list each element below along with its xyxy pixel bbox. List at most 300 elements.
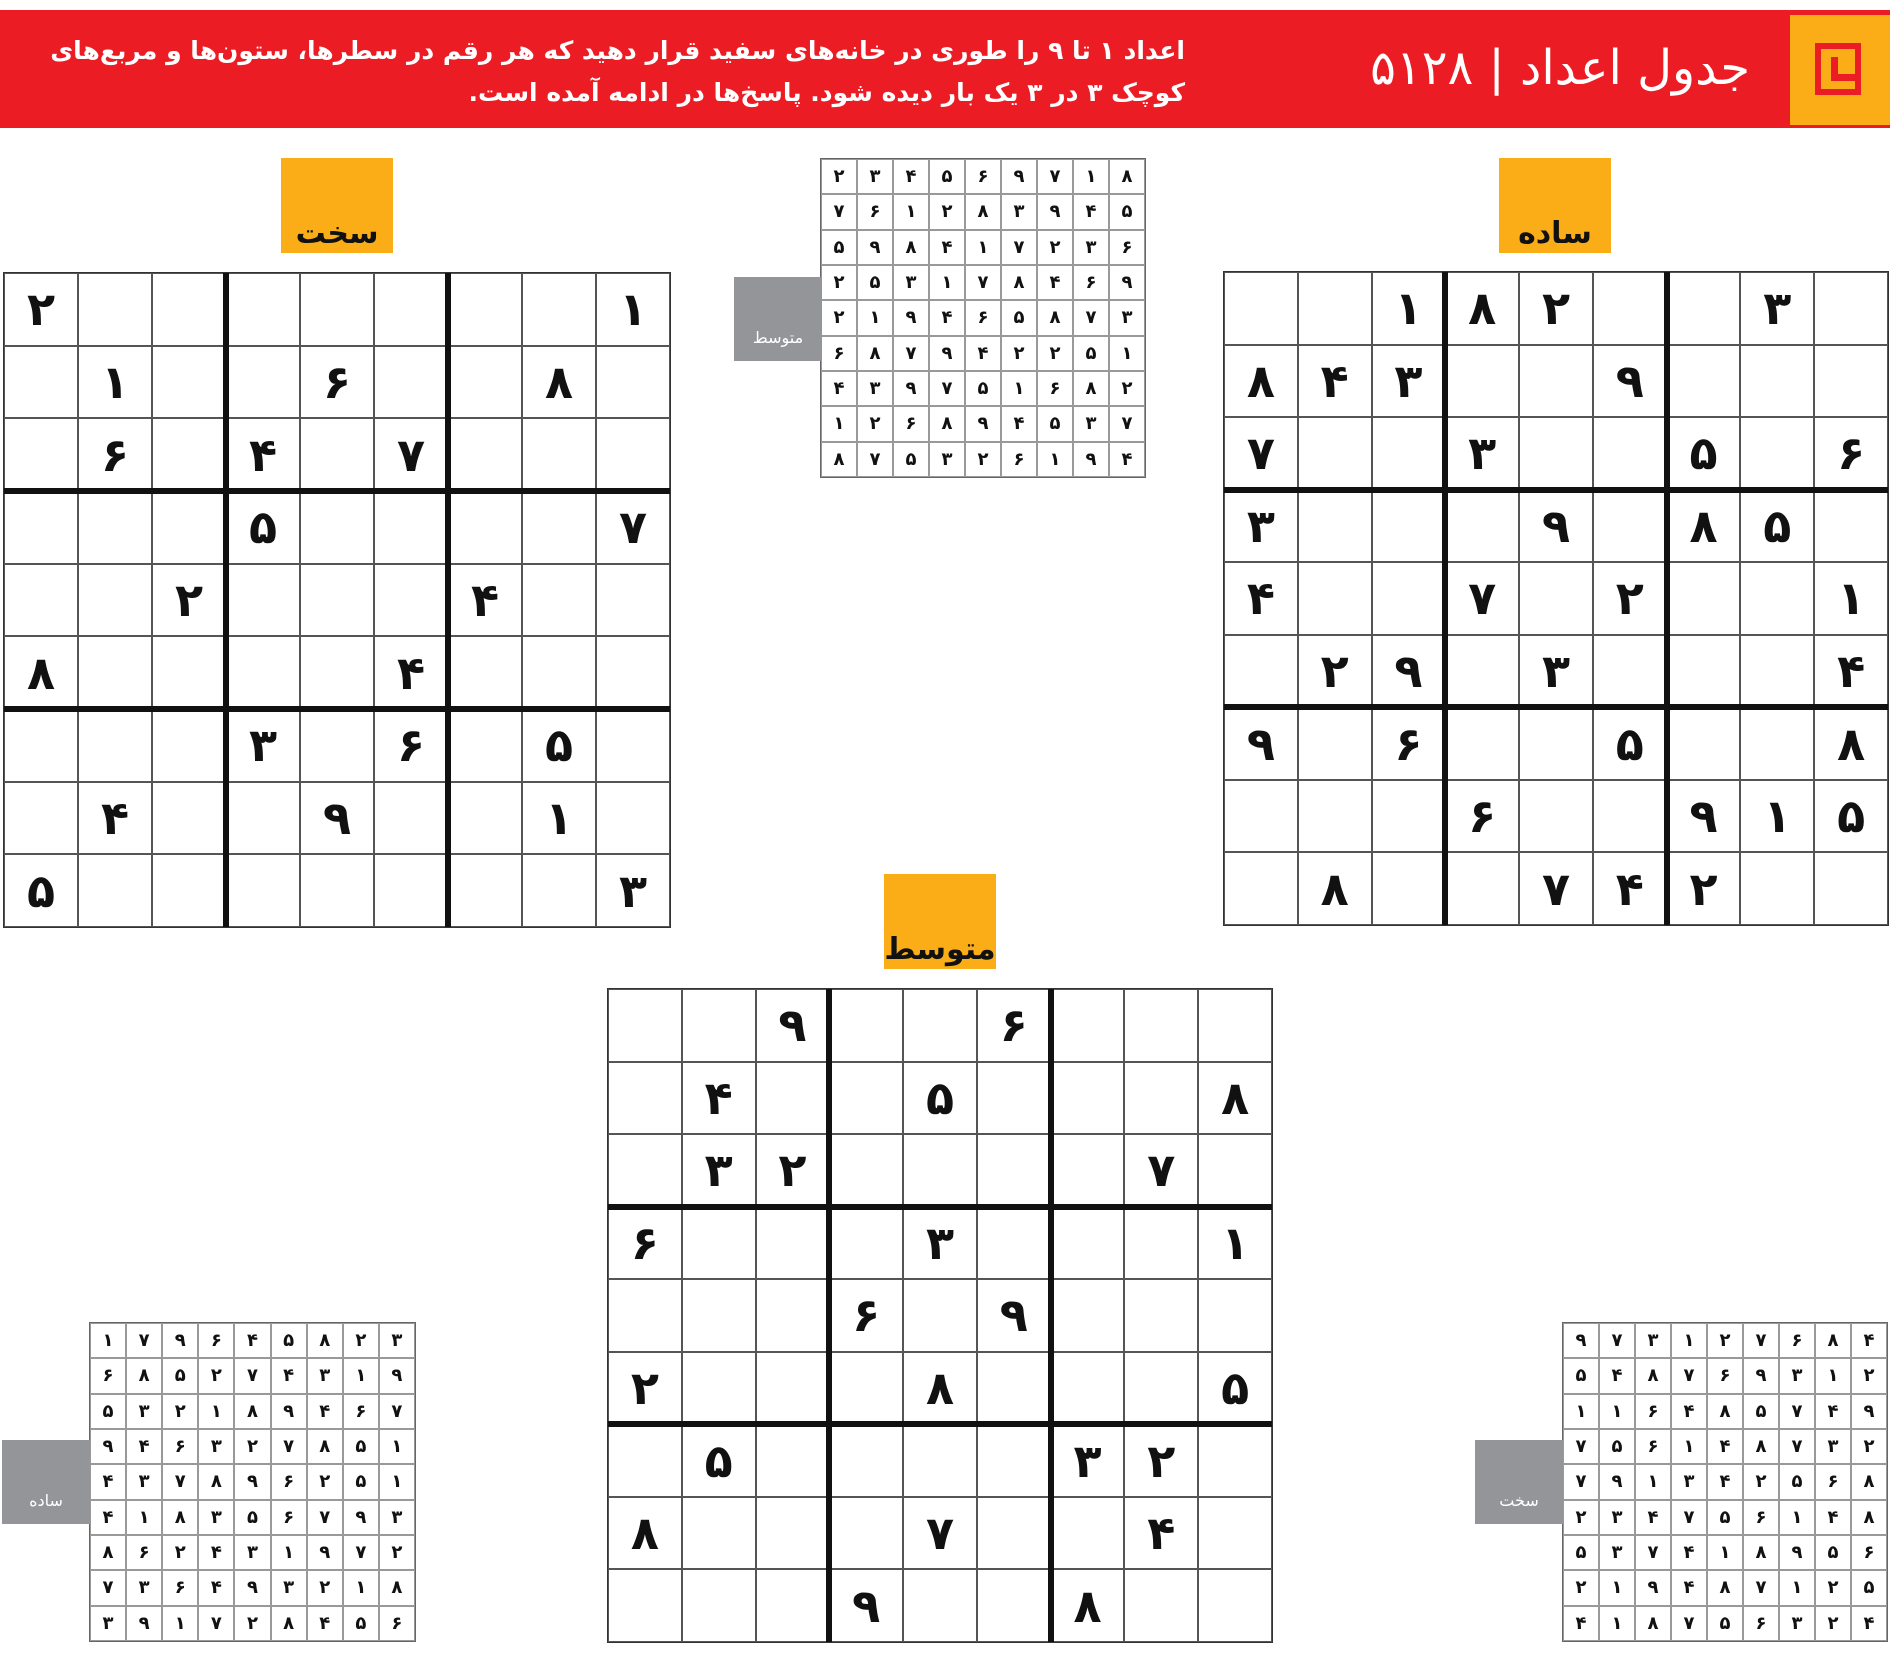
sudoku-cell[interactable]: ۴: [78, 782, 152, 855]
sudoku-cell[interactable]: ۶: [608, 1207, 682, 1280]
sudoku-cell[interactable]: [1740, 707, 1814, 780]
sudoku-cell[interactable]: [1372, 490, 1446, 563]
sudoku-cell[interactable]: [596, 636, 670, 709]
sudoku-cell[interactable]: [596, 564, 670, 637]
sudoku-cell[interactable]: ۱: [596, 273, 670, 346]
sudoku-cell[interactable]: [608, 1134, 682, 1207]
sudoku-cell[interactable]: [1814, 490, 1888, 563]
sudoku-cell[interactable]: ۱: [1740, 780, 1814, 853]
sudoku-cell[interactable]: ۲: [608, 1352, 682, 1425]
sudoku-cell[interactable]: ۳: [682, 1134, 756, 1207]
sudoku-cell[interactable]: [596, 709, 670, 782]
sudoku-cell[interactable]: [1593, 780, 1667, 853]
sudoku-cell[interactable]: [78, 709, 152, 782]
sudoku-cell[interactable]: [226, 346, 300, 419]
answer-cell: ۳: [1635, 1323, 1671, 1358]
sudoku-cell[interactable]: [756, 1497, 830, 1570]
answer-cell: ۷: [1563, 1464, 1599, 1499]
sudoku-cell[interactable]: [1593, 417, 1667, 490]
sudoku-cell[interactable]: ۲: [1298, 635, 1372, 708]
sudoku-cell[interactable]: [1740, 635, 1814, 708]
sudoku-cell[interactable]: [1814, 272, 1888, 345]
sudoku-cell[interactable]: [300, 418, 374, 491]
sudoku-cell[interactable]: ۴: [226, 418, 300, 491]
sudoku-cell[interactable]: ۱: [1814, 562, 1888, 635]
sudoku-cell[interactable]: ۵: [1814, 780, 1888, 853]
sudoku-cell[interactable]: ۵: [1593, 707, 1667, 780]
sudoku-cell[interactable]: [1224, 272, 1298, 345]
sudoku-cell[interactable]: [4, 782, 78, 855]
sudoku-cell[interactable]: [374, 854, 448, 927]
sudoku-cell[interactable]: [300, 709, 374, 782]
sudoku-cell[interactable]: [1124, 1279, 1198, 1352]
answer-cell: ۸: [307, 1429, 343, 1464]
sudoku-cell[interactable]: ۸: [1445, 272, 1519, 345]
sudoku-cell[interactable]: [522, 636, 596, 709]
answer-cell: ۴: [929, 230, 965, 265]
sudoku-cell[interactable]: [300, 491, 374, 564]
sudoku-cell[interactable]: ۸: [903, 1352, 977, 1425]
sudoku-cell[interactable]: [522, 491, 596, 564]
answer-cell: ۲: [162, 1394, 198, 1429]
sudoku-cell[interactable]: ۸: [4, 636, 78, 709]
sudoku-cell[interactable]: [1372, 417, 1446, 490]
sudoku-cell[interactable]: [596, 418, 670, 491]
sudoku-cell[interactable]: [903, 1424, 977, 1497]
answer-cell: ۵: [1707, 1606, 1743, 1641]
sudoku-cell[interactable]: [829, 1207, 903, 1280]
answer-cell: ۳: [1779, 1606, 1815, 1641]
sudoku-cell[interactable]: [448, 636, 522, 709]
sudoku-cell[interactable]: ۴: [1593, 852, 1667, 925]
sudoku-cell[interactable]: [1814, 852, 1888, 925]
sudoku-cell[interactable]: [1519, 780, 1593, 853]
sudoku-cell[interactable]: [756, 1207, 830, 1280]
sudoku-cell[interactable]: [1298, 780, 1372, 853]
sudoku-cell[interactable]: [448, 709, 522, 782]
sudoku-cell[interactable]: [300, 564, 374, 637]
answer-cell: ۷: [1779, 1394, 1815, 1429]
sudoku-cell[interactable]: [1519, 417, 1593, 490]
sudoku-cell[interactable]: [1445, 345, 1519, 418]
sudoku-cell[interactable]: ۸: [1051, 1569, 1125, 1642]
sudoku-cell[interactable]: ۲: [1667, 852, 1741, 925]
sudoku-cell[interactable]: ۳: [1051, 1424, 1125, 1497]
sudoku-cell[interactable]: [152, 273, 226, 346]
sudoku-cell[interactable]: [608, 989, 682, 1062]
sudoku-cell[interactable]: ۴: [1814, 635, 1888, 708]
answer-cell: ۵: [343, 1464, 379, 1499]
sudoku-cell[interactable]: [1740, 345, 1814, 418]
sudoku-cell[interactable]: [829, 1134, 903, 1207]
answer-grid-easy: [89, 1322, 416, 1642]
sudoku-cell[interactable]: [226, 273, 300, 346]
sudoku-cell[interactable]: [903, 989, 977, 1062]
sudoku-cell[interactable]: [1667, 707, 1741, 780]
sudoku-cell[interactable]: [1372, 562, 1446, 635]
sudoku-cell[interactable]: [977, 1207, 1051, 1280]
answer-cell: ۶: [965, 300, 1001, 335]
sudoku-cell[interactable]: ۴: [1124, 1497, 1198, 1570]
answer-cell: ۶: [343, 1394, 379, 1429]
answer-cell: ۵: [857, 265, 893, 300]
sudoku-cell[interactable]: ۸: [608, 1497, 682, 1570]
sudoku-cell[interactable]: ۵: [226, 491, 300, 564]
sudoku-cell[interactable]: [903, 1569, 977, 1642]
sudoku-cell[interactable]: ۷: [903, 1497, 977, 1570]
sudoku-cell[interactable]: [1593, 490, 1667, 563]
answer-cell: ۴: [198, 1535, 234, 1570]
sudoku-cell[interactable]: [756, 1062, 830, 1135]
sudoku-cell[interactable]: ۶: [1814, 417, 1888, 490]
sudoku-cell[interactable]: [756, 1352, 830, 1425]
sudoku-cell[interactable]: [1298, 272, 1372, 345]
sudoku-cell[interactable]: [78, 564, 152, 637]
answer-cell: ۲: [234, 1429, 270, 1464]
sudoku-cell[interactable]: [1198, 1569, 1272, 1642]
sudoku-cell[interactable]: [1298, 417, 1372, 490]
sudoku-cell[interactable]: ۴: [448, 564, 522, 637]
sudoku-cell[interactable]: [226, 854, 300, 927]
sudoku-cell[interactable]: [522, 854, 596, 927]
answer-cell: ۲: [162, 1535, 198, 1570]
sudoku-cell[interactable]: [682, 1352, 756, 1425]
sudoku-cell[interactable]: ۸: [1667, 490, 1741, 563]
sudoku-cell[interactable]: [226, 782, 300, 855]
sudoku-cell[interactable]: [608, 1062, 682, 1135]
sudoku-cell[interactable]: [1051, 1062, 1125, 1135]
sudoku-cell[interactable]: [1198, 1497, 1272, 1570]
sudoku-cell[interactable]: [829, 989, 903, 1062]
sudoku-cell[interactable]: ۶: [1372, 707, 1446, 780]
sudoku-cell[interactable]: [756, 1279, 830, 1352]
sudoku-cell[interactable]: ۴: [374, 636, 448, 709]
sudoku-cell[interactable]: [1814, 345, 1888, 418]
answer-cell: ۶: [1635, 1429, 1671, 1464]
sudoku-cell[interactable]: ۲: [1593, 562, 1667, 635]
sudoku-hard: [3, 272, 671, 928]
sudoku-cell[interactable]: ۷: [596, 491, 670, 564]
answer-cell: ۷: [929, 371, 965, 406]
sudoku-cell[interactable]: [374, 273, 448, 346]
sudoku-cell[interactable]: ۱: [78, 346, 152, 419]
sudoku-cell[interactable]: [448, 418, 522, 491]
sudoku-cell[interactable]: [1667, 272, 1741, 345]
answer-cell: ۸: [1635, 1606, 1671, 1641]
sudoku-cell[interactable]: [4, 346, 78, 419]
sudoku-cell[interactable]: ۸: [1198, 1062, 1272, 1135]
answer-cell: ۵: [893, 442, 929, 477]
sudoku-cell[interactable]: ۳: [226, 709, 300, 782]
sudoku-cell[interactable]: [152, 636, 226, 709]
sudoku-cell[interactable]: [756, 1569, 830, 1642]
sudoku-cell[interactable]: [596, 782, 670, 855]
sudoku-cell[interactable]: [448, 273, 522, 346]
answer-cell: ۲: [821, 300, 857, 335]
answer-cell: ۷: [1563, 1429, 1599, 1464]
answer-cell: ۴: [1635, 1500, 1671, 1535]
sudoku-cell[interactable]: [1372, 852, 1446, 925]
sudoku-cell[interactable]: ۲: [756, 1134, 830, 1207]
sudoku-cell[interactable]: [1051, 1352, 1125, 1425]
sudoku-cell[interactable]: ۵: [1740, 490, 1814, 563]
sudoku-cell[interactable]: [152, 854, 226, 927]
sudoku-cell[interactable]: [1740, 417, 1814, 490]
sudoku-cell[interactable]: ۹: [829, 1569, 903, 1642]
sudoku-cell[interactable]: [78, 854, 152, 927]
sudoku-cell[interactable]: [1445, 707, 1519, 780]
answer-cell: ۸: [1851, 1464, 1887, 1499]
sudoku-cell[interactable]: [448, 491, 522, 564]
sudoku-cell[interactable]: ۶: [829, 1279, 903, 1352]
sudoku-cell[interactable]: [682, 1497, 756, 1570]
sudoku-cell[interactable]: ۵: [903, 1062, 977, 1135]
sudoku-cell[interactable]: ۹: [1667, 780, 1741, 853]
sudoku-cell[interactable]: [682, 989, 756, 1062]
sudoku-cell[interactable]: [1224, 852, 1298, 925]
sudoku-cell[interactable]: ۳: [1740, 272, 1814, 345]
answer-cell: ۵: [1073, 336, 1109, 371]
sudoku-cell[interactable]: [682, 1207, 756, 1280]
sudoku-cell[interactable]: [1051, 989, 1125, 1062]
sudoku-cell[interactable]: [1593, 635, 1667, 708]
sudoku-cell[interactable]: [903, 1279, 977, 1352]
sudoku-cell[interactable]: [608, 1424, 682, 1497]
sudoku-cell[interactable]: [522, 564, 596, 637]
answer-cell: ۵: [90, 1394, 126, 1429]
sudoku-cell[interactable]: [756, 1424, 830, 1497]
sudoku-cell[interactable]: ۶: [1445, 780, 1519, 853]
sudoku-cell[interactable]: ۲: [4, 273, 78, 346]
answer-cell: ۶: [965, 159, 1001, 194]
sudoku-cell[interactable]: [1667, 345, 1741, 418]
answer-cell: ۳: [90, 1606, 126, 1641]
sudoku-cell[interactable]: [1593, 272, 1667, 345]
sudoku-cell[interactable]: [374, 564, 448, 637]
sudoku-cell[interactable]: ۹: [1372, 635, 1446, 708]
sudoku-cell[interactable]: ۴: [1298, 345, 1372, 418]
sudoku-cell[interactable]: ۱: [1198, 1207, 1272, 1280]
sudoku-cell[interactable]: [1198, 989, 1272, 1062]
sudoku-cell[interactable]: [152, 346, 226, 419]
sudoku-cell[interactable]: [1224, 780, 1298, 853]
sudoku-cell[interactable]: [152, 491, 226, 564]
sudoku-cell[interactable]: ۳: [1519, 635, 1593, 708]
answer-cell: ۷: [1037, 159, 1073, 194]
answer-cell: ۳: [857, 371, 893, 406]
sudoku-cell[interactable]: ۸: [522, 346, 596, 419]
sudoku-cell[interactable]: ۴: [682, 1062, 756, 1135]
answer-cell: ۸: [162, 1500, 198, 1535]
answer-cell: ۱: [1815, 1358, 1851, 1393]
sudoku-cell[interactable]: ۶: [374, 709, 448, 782]
sudoku-cell[interactable]: ۹: [1593, 345, 1667, 418]
sudoku-cell[interactable]: [1667, 635, 1741, 708]
sudoku-cell[interactable]: [1298, 562, 1372, 635]
answer-cell: ۶: [1743, 1606, 1779, 1641]
sudoku-cell[interactable]: ۵: [4, 854, 78, 927]
sudoku-cell[interactable]: [682, 1279, 756, 1352]
sudoku-cell[interactable]: [1051, 1279, 1125, 1352]
sudoku-cell[interactable]: [78, 491, 152, 564]
sudoku-cell[interactable]: [374, 346, 448, 419]
sudoku-cell[interactable]: [1445, 490, 1519, 563]
sudoku-cell[interactable]: [1445, 635, 1519, 708]
sudoku-cell[interactable]: ۵: [682, 1424, 756, 1497]
sudoku-cell[interactable]: ۸: [1224, 345, 1298, 418]
sudoku-cell[interactable]: [448, 854, 522, 927]
sudoku-cell[interactable]: [977, 1497, 1051, 1570]
sudoku-cell[interactable]: ۱: [1372, 272, 1446, 345]
sudoku-cell[interactable]: ۳: [1224, 490, 1298, 563]
sudoku-cell[interactable]: [226, 564, 300, 637]
sudoku-easy: [1223, 271, 1889, 926]
sudoku-cell[interactable]: [829, 1062, 903, 1135]
sudoku-cell[interactable]: [4, 709, 78, 782]
sudoku-cell[interactable]: [608, 1569, 682, 1642]
sudoku-cell[interactable]: ۳: [1372, 345, 1446, 418]
sudoku-cell[interactable]: ۹: [300, 782, 374, 855]
sudoku-cell[interactable]: [1051, 1497, 1125, 1570]
sudoku-cell[interactable]: [596, 346, 670, 419]
sudoku-cell[interactable]: ۵: [522, 709, 596, 782]
sudoku-cell[interactable]: [4, 564, 78, 637]
sudoku-cell[interactable]: [829, 1352, 903, 1425]
header-bar: [0, 10, 1890, 128]
answer-cell: ۵: [1743, 1394, 1779, 1429]
sudoku-cell[interactable]: ۱: [522, 782, 596, 855]
sudoku-cell[interactable]: ۹: [977, 1279, 1051, 1352]
sudoku-cell[interactable]: ۴: [1224, 562, 1298, 635]
sudoku-cell[interactable]: [152, 782, 226, 855]
sudoku-cell[interactable]: ۷: [1445, 562, 1519, 635]
sudoku-cell[interactable]: [1519, 707, 1593, 780]
sudoku-cell[interactable]: ۵: [1667, 417, 1741, 490]
answer-cell: ۶: [1707, 1358, 1743, 1393]
answer-cell: ۷: [1671, 1358, 1707, 1393]
sudoku-cell[interactable]: [300, 636, 374, 709]
sudoku-cell[interactable]: [448, 782, 522, 855]
sudoku-cell[interactable]: [1198, 1134, 1272, 1207]
sudoku-cell[interactable]: [1224, 635, 1298, 708]
sudoku-cell[interactable]: [152, 418, 226, 491]
sudoku-cell[interactable]: [1124, 989, 1198, 1062]
sudoku-cell[interactable]: ۲: [1124, 1424, 1198, 1497]
sudoku-cell[interactable]: ۸: [1298, 852, 1372, 925]
answer-cell: ۴: [929, 300, 965, 335]
sudoku-cell[interactable]: ۲: [152, 564, 226, 637]
sudoku-cell[interactable]: [1124, 1062, 1198, 1135]
sudoku-cell[interactable]: [152, 709, 226, 782]
sudoku-cell[interactable]: [1198, 1279, 1272, 1352]
sudoku-cell[interactable]: ۳: [596, 854, 670, 927]
answer-cell: ۷: [1073, 300, 1109, 335]
sudoku-cell[interactable]: [903, 1134, 977, 1207]
sudoku-cell[interactable]: [977, 1569, 1051, 1642]
sudoku-cell[interactable]: [1051, 1207, 1125, 1280]
sudoku-cell[interactable]: [1372, 780, 1446, 853]
sudoku-cell[interactable]: ۶: [300, 346, 374, 419]
sudoku-cell[interactable]: [226, 636, 300, 709]
sudoku-cell[interactable]: [1198, 1424, 1272, 1497]
answer-cell: ۴: [1671, 1570, 1707, 1605]
sudoku-cell[interactable]: [374, 491, 448, 564]
sudoku-cell[interactable]: [1445, 852, 1519, 925]
answer-cell: ۲: [965, 442, 1001, 477]
answer-cell: ۶: [1001, 442, 1037, 477]
sudoku-cell[interactable]: [829, 1497, 903, 1570]
answer-cell: ۱: [1599, 1606, 1635, 1641]
sudoku-cell[interactable]: [608, 1279, 682, 1352]
sudoku-cell[interactable]: ۷: [1519, 852, 1593, 925]
sudoku-cell[interactable]: ۶: [78, 418, 152, 491]
sudoku-cell[interactable]: [300, 854, 374, 927]
answer-cell: ۲: [1851, 1429, 1887, 1464]
sudoku-cell[interactable]: [1124, 1207, 1198, 1280]
answer-cell: ۱: [1707, 1535, 1743, 1570]
sudoku-cell[interactable]: [374, 782, 448, 855]
sudoku-cell[interactable]: [1124, 1352, 1198, 1425]
sudoku-cell[interactable]: [977, 1352, 1051, 1425]
sudoku-cell[interactable]: [300, 273, 374, 346]
sudoku-cell[interactable]: ۷: [374, 418, 448, 491]
sudoku-cell[interactable]: [78, 636, 152, 709]
sudoku-cell[interactable]: [522, 273, 596, 346]
answer-cell: ۹: [1851, 1394, 1887, 1429]
sudoku-cell[interactable]: ۳: [1445, 417, 1519, 490]
sudoku-cell[interactable]: [1298, 490, 1372, 563]
answer-cell: ۴: [271, 1358, 307, 1393]
sudoku-cell[interactable]: [1740, 562, 1814, 635]
sudoku-cell[interactable]: [448, 346, 522, 419]
sudoku-cell[interactable]: ۷: [1224, 417, 1298, 490]
sudoku-cell[interactable]: ۲: [1519, 272, 1593, 345]
sudoku-cell[interactable]: [977, 1424, 1051, 1497]
sudoku-cell[interactable]: [682, 1569, 756, 1642]
answer-cell: ۵: [1109, 194, 1145, 229]
sudoku-cell[interactable]: [1298, 707, 1372, 780]
sudoku-cell[interactable]: ۷: [1124, 1134, 1198, 1207]
answer-cell: ۷: [857, 442, 893, 477]
sudoku-cell[interactable]: [977, 1062, 1051, 1135]
sudoku-cell[interactable]: [4, 491, 78, 564]
sudoku-cell[interactable]: [1740, 852, 1814, 925]
sudoku-cell[interactable]: ۹: [756, 989, 830, 1062]
sudoku-cell[interactable]: ۶: [977, 989, 1051, 1062]
sudoku-cell[interactable]: [1519, 562, 1593, 635]
sudoku-cell[interactable]: [1519, 345, 1593, 418]
sudoku-cell[interactable]: [1051, 1134, 1125, 1207]
answer-cell: ۵: [1599, 1429, 1635, 1464]
answer-cell: ۳: [857, 159, 893, 194]
sudoku-cell[interactable]: [522, 418, 596, 491]
answer-cell: ۶: [893, 406, 929, 441]
sudoku-cell[interactable]: [1667, 562, 1741, 635]
sudoku-cell[interactable]: [78, 273, 152, 346]
sudoku-cell[interactable]: ۹: [1224, 707, 1298, 780]
sudoku-cell[interactable]: [1124, 1569, 1198, 1642]
sudoku-cell[interactable]: ۹: [1519, 490, 1593, 563]
answer-cell: ۹: [1599, 1464, 1635, 1499]
answer-cell: ۵: [1815, 1535, 1851, 1570]
sudoku-cell[interactable]: [829, 1424, 903, 1497]
sudoku-cell[interactable]: ۵: [1198, 1352, 1272, 1425]
sudoku-cell[interactable]: ۸: [1814, 707, 1888, 780]
answer-cell: ۸: [965, 194, 1001, 229]
sudoku-cell[interactable]: [4, 418, 78, 491]
sudoku-cell[interactable]: ۳: [903, 1207, 977, 1280]
sudoku-cell[interactable]: [977, 1134, 1051, 1207]
